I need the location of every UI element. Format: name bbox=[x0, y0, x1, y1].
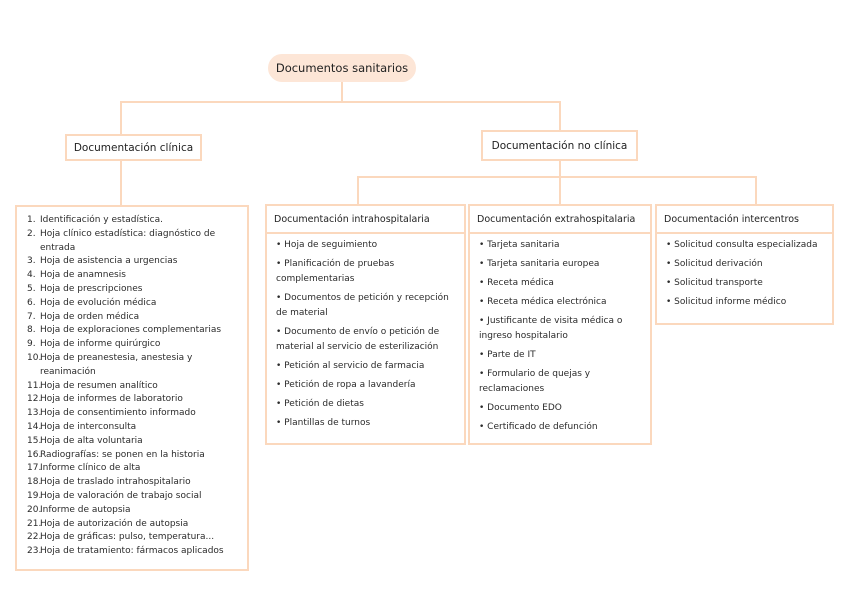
connector-to-nonclinical bbox=[559, 101, 561, 130]
list-item: 15. Hoja de alta voluntaria bbox=[27, 435, 143, 446]
list-item: • Planificación de pruebas complementarias bbox=[276, 259, 395, 284]
root-node[interactable] bbox=[268, 54, 416, 82]
list-item: • Plantillas de turnos bbox=[276, 418, 371, 428]
list-item: • Documento EDO bbox=[479, 403, 562, 413]
list-item: 5. Hoja de prescripciones bbox=[27, 283, 143, 294]
connector-nonclinical-down bbox=[559, 161, 561, 177]
list-item: 14. Hoja de interconsulta bbox=[27, 421, 137, 432]
list-item: • Solicitud derivación bbox=[666, 259, 763, 269]
nonclinical-node-label: Documentación no clínica bbox=[491, 139, 628, 152]
list-item: 12. Hoja de informes de laboratorio bbox=[27, 394, 183, 405]
list-item: 18. Hoja de traslado intrahospitalario bbox=[27, 477, 191, 488]
list-item: • Solicitud transporte bbox=[666, 278, 763, 288]
connector-level2-horizontal bbox=[357, 176, 757, 178]
connector-root-down bbox=[341, 82, 343, 102]
connector-to-clinical bbox=[120, 101, 122, 134]
list-item: • Solicitud informe médico bbox=[666, 297, 787, 307]
inter-list bbox=[657, 238, 832, 310]
list-item: • Solicitud consulta especializada bbox=[666, 240, 818, 250]
list-item: • Parte de IT bbox=[479, 350, 536, 360]
intra-node[interactable] bbox=[265, 204, 466, 445]
intra-list bbox=[267, 238, 464, 431]
list-item: • Documento de envío o petición de material al servicio de esterilización bbox=[276, 327, 440, 352]
inter-node[interactable] bbox=[655, 204, 834, 325]
intra-node-title: Documentación intrahospitalaria bbox=[267, 206, 464, 234]
list-item: 23. Hoja de tratamiento: fármacos aplicados bbox=[27, 546, 224, 557]
list-item: 20. Informe de autopsia bbox=[27, 504, 131, 515]
connector-to-extra bbox=[559, 176, 561, 204]
list-item: • Petición de ropa a lavandería bbox=[276, 380, 416, 390]
clinical-node[interactable] bbox=[65, 134, 202, 161]
root-node-label: Documentos sanitarios bbox=[275, 61, 409, 75]
list-item: 22. Hoja de gráficas: pulso, temperatura... bbox=[27, 532, 215, 543]
list-item: • Justificante de visita médica o ingreso hospitalario bbox=[479, 316, 623, 341]
list-item: • Tarjeta sanitaria europea bbox=[479, 259, 600, 269]
list-item: • Petición de dietas bbox=[276, 399, 364, 409]
list-item: • Receta médica electrónica bbox=[479, 297, 607, 307]
list-item: 10. Hoja de preanestesia, anestesia y reanimación bbox=[27, 352, 193, 377]
list-item: 13. Hoja de consentimiento informado bbox=[27, 408, 196, 419]
clinical-node-label: Documentación clínica bbox=[73, 141, 194, 154]
connector-level1-horizontal bbox=[120, 101, 561, 103]
list-item: 1. Identificación y estadística. bbox=[27, 215, 164, 225]
list-item: 11. Hoja de resumen analítico bbox=[27, 380, 158, 391]
list-item: • Certificado de defunción bbox=[479, 422, 598, 432]
list-item: 17. Informe clínico de alta bbox=[27, 463, 141, 474]
list-item: 21. Hoja de autorización de autopsia bbox=[27, 518, 189, 529]
list-item: 9. Hoja de informe quirúrgico bbox=[27, 339, 161, 350]
list-item: 6. Hoja de evolución médica bbox=[27, 297, 157, 308]
clinical-list-box[interactable] bbox=[15, 205, 249, 571]
connector-to-intra bbox=[357, 176, 359, 204]
list-item: • Documentos de petición y recepción de material bbox=[276, 293, 449, 318]
list-item: • Receta médica bbox=[479, 278, 554, 288]
list-item: • Petición al servicio de farmacia bbox=[276, 361, 425, 371]
list-item: • Tarjeta sanitaria bbox=[479, 240, 560, 250]
extra-node[interactable] bbox=[468, 204, 652, 445]
extra-list bbox=[470, 238, 650, 435]
clinical-list bbox=[27, 214, 241, 559]
list-item: 19. Hoja de valoración de trabajo social bbox=[27, 490, 202, 501]
list-item: 8. Hoja de exploraciones complementarias bbox=[27, 325, 222, 336]
list-item: 3. Hoja de asistencia a urgencias bbox=[27, 256, 178, 267]
list-item: • Hoja de seguimiento bbox=[276, 240, 378, 250]
extra-node-title: Documentación extrahospitalaria bbox=[470, 206, 650, 234]
connector-to-inter bbox=[755, 176, 757, 204]
list-item: 7. Hoja de orden médica bbox=[27, 311, 140, 322]
nonclinical-node[interactable] bbox=[481, 130, 638, 161]
list-item: 16. Radiografías: se ponen en la historia bbox=[27, 449, 205, 460]
connector-clinical-to-list bbox=[120, 161, 122, 205]
list-item: 2. Hoja clínico estadística: diagnóstico de entrada bbox=[27, 228, 216, 253]
list-item: • Formulario de quejas y reclamaciones bbox=[479, 369, 591, 394]
inter-node-title: Documentación intercentros bbox=[657, 206, 832, 234]
list-item: 4. Hoja de anamnesis bbox=[27, 270, 126, 281]
